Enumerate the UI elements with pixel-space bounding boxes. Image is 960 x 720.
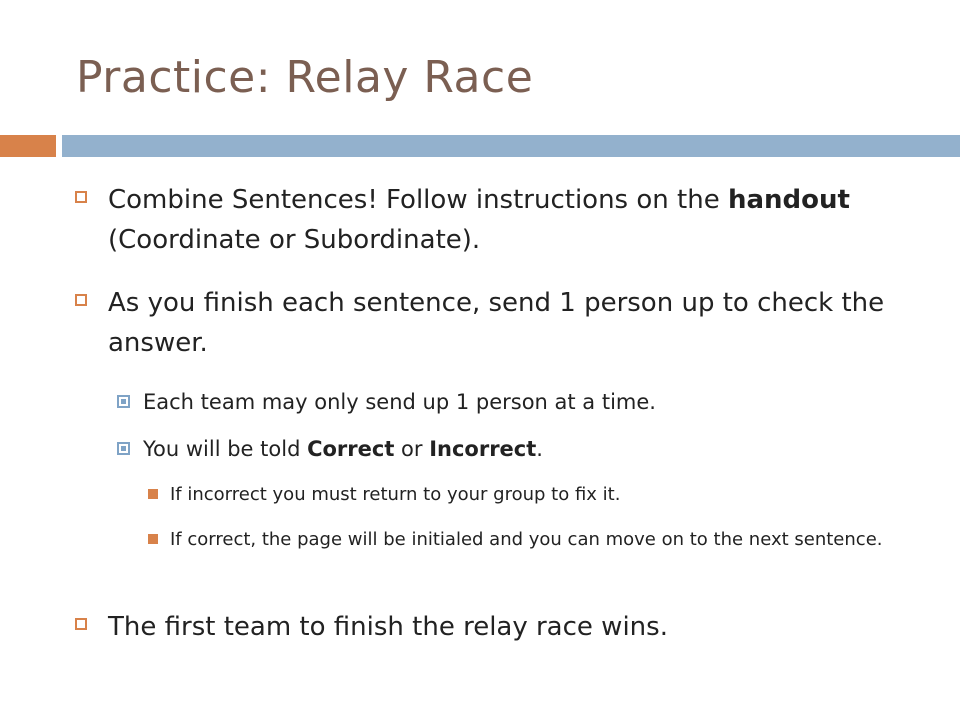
filled-square-bullet-icon <box>117 395 130 408</box>
bold-incorrect: Incorrect <box>429 437 537 461</box>
slide-title: Practice: Relay Race <box>76 52 534 103</box>
bullet-combine-sentences <box>108 180 908 260</box>
subsubbullet-text: If incorrect you must return to your group to fix it. <box>170 484 621 505</box>
square-bullet-icon <box>75 294 87 306</box>
subbullet-text: Each team may only send up 1 person at a time. <box>143 390 656 414</box>
square-bullet-icon <box>75 191 87 203</box>
square-bullet-icon <box>148 489 158 499</box>
subbullet-correct-incorrect <box>143 434 923 464</box>
bold-correct: Correct <box>307 437 395 461</box>
subbullet-text: or <box>394 437 430 461</box>
subbullet-text: . <box>536 437 543 461</box>
subsubbullet-if-incorrect <box>170 478 930 512</box>
bullet-finish-each <box>108 283 908 363</box>
square-bullet-icon <box>148 534 158 544</box>
bullet-text: As you finish each sentence, send 1 person up to check the answer. <box>108 288 885 358</box>
filled-square-bullet-icon <box>117 442 130 455</box>
subsubbullet-text: If correct, the page will be initialed and you can move on to the next sentence. <box>170 529 883 550</box>
subbullet-one-person <box>143 387 923 417</box>
bullet-text: (Coordinate or Subordinate). <box>108 225 481 255</box>
subbullet-text: You will be told <box>143 437 308 461</box>
bullet-bold-text: handout <box>727 185 850 215</box>
bullet-first-team-wins <box>108 607 908 647</box>
bullet-text: Combine Sentences! Follow instructions on the <box>108 185 728 215</box>
subsubbullet-if-correct <box>170 523 930 557</box>
bullet-text: The first team to finish the relay race wins. <box>108 612 668 642</box>
square-bullet-icon <box>75 618 87 630</box>
